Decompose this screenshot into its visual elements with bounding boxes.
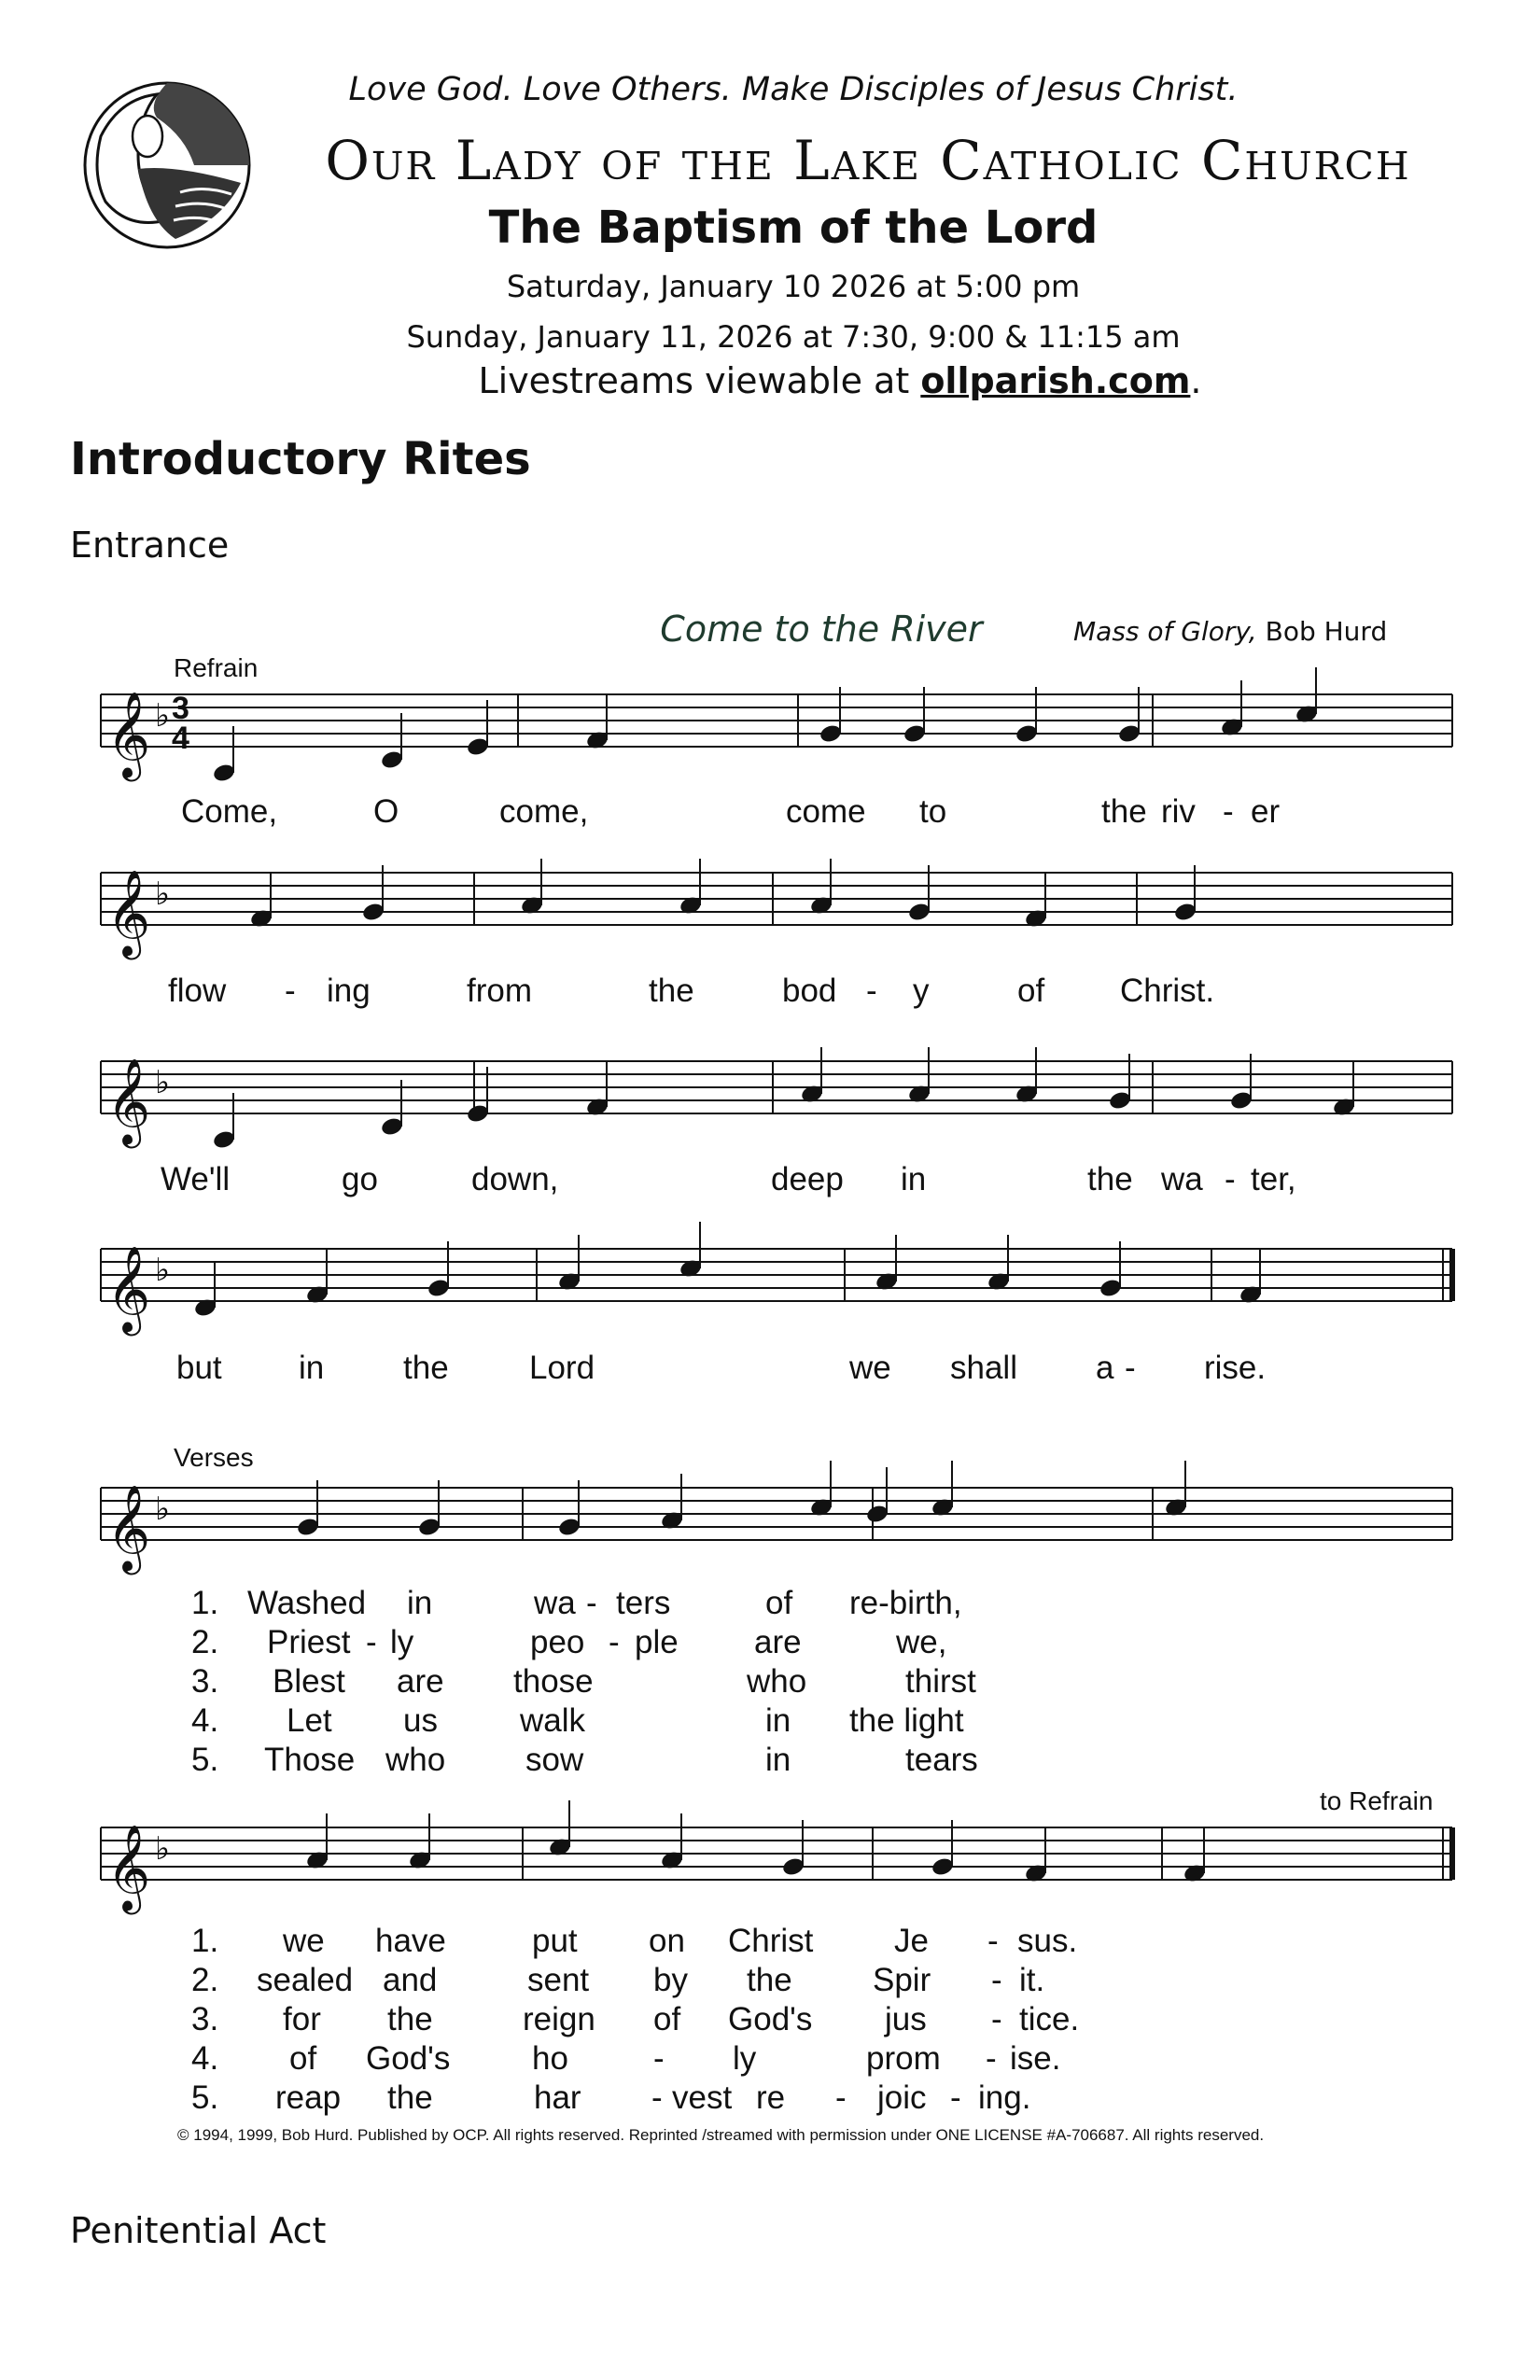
- lyric-syllable: in: [299, 1350, 325, 1386]
- lyric-syllable: in: [765, 1702, 791, 1739]
- time-signature: 4: [172, 721, 189, 756]
- lyric-syllable: 4.: [191, 1702, 219, 1739]
- lyric-syllable: 2.: [191, 1624, 219, 1660]
- schedule-saturday: Saturday, January 10 2026 at 5:00 pm: [506, 269, 1081, 304]
- lyric-syllable: joic: [877, 2079, 927, 2116]
- lyric-syllable: who: [385, 1742, 446, 1778]
- schedule-sunday: Sunday, January 11, 2026 at 7:30, 9:00 & 11:15 am: [406, 319, 1181, 355]
- copyright-notice: © 1994, 1999, Bob Hurd. Published by OCP. All rights reserved. Reprinted /streamed with permission under ONE LICENSE #A-706687. All rights reserved.: [177, 2126, 1265, 2144]
- lyric-syllable: -: [950, 2079, 961, 2116]
- lyric-syllable: 1.: [191, 1923, 219, 1959]
- lyric-syllable: -: [653, 2040, 665, 2077]
- lyric-syllable: in: [901, 1161, 927, 1197]
- lyric-syllable: come: [786, 793, 866, 830]
- section-title: Introductory Rites: [70, 433, 531, 485]
- lyric-syllable: O: [373, 793, 399, 830]
- lyric-syllable: the: [387, 2079, 433, 2116]
- lyric-syllable: 2.: [191, 1962, 219, 1998]
- lyric-syllable: -: [866, 973, 877, 1009]
- lyric-syllable: shall: [950, 1350, 1017, 1386]
- treble-clef: 𝄞: [106, 1059, 151, 1142]
- treble-clef: 𝄞: [106, 1247, 151, 1330]
- lyric-syllable: 5.: [191, 2079, 219, 2116]
- penitential-act-label: Penitential Act: [70, 2210, 327, 2251]
- refrain-label: Refrain: [174, 653, 259, 682]
- lyric-syllable: bod: [782, 973, 837, 1009]
- to-refrain-label: to Refrain: [1320, 1786, 1434, 1815]
- treble-clef: 𝄞: [106, 1826, 151, 1909]
- lyric-syllable: ter,: [1251, 1161, 1296, 1197]
- tagline: Love God. Love Others. Make Disciples of Jesus Christ.: [348, 71, 1239, 108]
- lyric-syllable: -: [651, 2079, 663, 2116]
- lyric-syllable: Those: [264, 1742, 356, 1778]
- lyric-syllable: a: [1096, 1350, 1114, 1386]
- credit-source: Mass of Glory,: [1073, 616, 1257, 647]
- lyric-syllable: reign: [523, 2001, 595, 2037]
- lyric-syllable: God's: [366, 2040, 451, 2077]
- lyric-syllable: thirst: [905, 1663, 976, 1700]
- lyric-syllable: Blest: [273, 1663, 345, 1700]
- lyric-syllable: God's: [728, 2001, 813, 2037]
- lyric-syllable: riv: [1161, 793, 1196, 830]
- lyric-syllable: are: [397, 1663, 444, 1700]
- credit-author: Bob Hurd: [1256, 616, 1388, 647]
- key-flat: ♭: [155, 1491, 171, 1527]
- lyric-syllable: put: [532, 1923, 578, 1959]
- lyric-syllable: those: [513, 1663, 594, 1700]
- lyric-syllable: Je: [894, 1923, 929, 1959]
- lyric-syllable: tears: [905, 1742, 978, 1778]
- lyric-syllable: come,: [499, 793, 589, 830]
- lyric-syllable: We'll: [161, 1161, 231, 1197]
- lyric-syllable: the: [747, 1962, 792, 1998]
- lyric-syllable: jus: [885, 2001, 927, 2037]
- lyric-syllable: re-birth,: [849, 1585, 962, 1621]
- lyric-syllable: -: [835, 2079, 847, 2116]
- lyric-syllable: ple: [635, 1624, 679, 1660]
- lyric-syllable: ing: [327, 973, 371, 1009]
- livestream-prefix: Livestreams viewable at: [478, 360, 921, 401]
- lyric-syllable: the: [403, 1350, 449, 1386]
- lyric-syllable: the light: [849, 1702, 964, 1739]
- lyric-syllable: deep: [771, 1161, 844, 1197]
- lyric-syllable: in: [407, 1585, 433, 1621]
- lyric-syllable: 5.: [191, 1742, 219, 1778]
- lyric-syllable: of: [765, 1585, 793, 1621]
- lyric-syllable: who: [747, 1663, 807, 1700]
- lyric-syllable: er: [1251, 793, 1281, 830]
- lyric-syllable: ing.: [978, 2079, 1031, 2116]
- lyric-syllable: ly: [733, 2040, 757, 2077]
- lyric-syllable: -: [1225, 1161, 1236, 1197]
- lyric-syllable: rise.: [1204, 1350, 1267, 1386]
- lyric-syllable: we,: [896, 1624, 947, 1660]
- lyric-syllable: by: [653, 1962, 688, 1998]
- lyric-syllable: sus.: [1017, 1923, 1078, 1959]
- livestream-suffix: .: [1190, 360, 1202, 401]
- lyric-syllable: us: [403, 1702, 438, 1739]
- treble-clef: 𝄞: [106, 693, 151, 776]
- lyric-syllable: -: [1223, 793, 1234, 830]
- key-flat: ♭: [155, 698, 171, 734]
- lyric-syllable: -: [991, 1962, 1002, 1998]
- lyric-syllable: the: [1087, 1161, 1133, 1197]
- entrance-label: Entrance: [70, 525, 230, 566]
- lyric-syllable: Priest: [267, 1624, 351, 1660]
- lyric-syllable: have: [375, 1923, 446, 1959]
- lyric-syllable: ters: [616, 1585, 671, 1621]
- verses-label: Verses: [174, 1443, 254, 1472]
- lyric-syllable: in: [765, 1742, 791, 1778]
- lyric-syllable: of: [1017, 973, 1045, 1009]
- lyric-syllable: of: [653, 2001, 681, 2037]
- lyric-syllable: 1.: [191, 1585, 219, 1621]
- lyric-syllable: for: [283, 2001, 321, 2037]
- lyric-syllable: ly: [390, 1624, 414, 1660]
- time-signature: 3: [172, 691, 189, 726]
- livestream-link[interactable]: ollparish.com: [920, 360, 1191, 401]
- lyric-syllable: wa: [1161, 1161, 1203, 1197]
- key-flat: ♭: [155, 1065, 171, 1100]
- treble-clef: 𝄞: [106, 871, 151, 954]
- key-flat: ♭: [155, 876, 171, 912]
- lyric-syllable: wa: [534, 1585, 576, 1621]
- lyric-syllable: ho: [532, 2040, 568, 2077]
- lyric-syllable: the: [387, 2001, 433, 2037]
- lyric-syllable: -: [366, 1624, 377, 1660]
- lyric-syllable: 3.: [191, 2001, 219, 2037]
- lyric-syllable: are: [754, 1624, 802, 1660]
- lyric-syllable: sealed: [257, 1962, 354, 1998]
- lyric-syllable: vest: [672, 2079, 733, 2116]
- lyric-syllable: tice.: [1019, 2001, 1080, 2037]
- song-title: Come to the River: [660, 609, 983, 650]
- lyric-syllable: sent: [527, 1962, 590, 1998]
- lyric-syllable: Lord: [529, 1350, 595, 1386]
- lyric-syllable: y: [913, 973, 930, 1009]
- lyric-syllable: peo: [530, 1624, 585, 1660]
- lyric-syllable: Christ.: [1120, 973, 1215, 1009]
- lyric-syllable: the: [1101, 793, 1147, 830]
- lyric-syllable: re: [756, 2079, 786, 2116]
- lyric-syllable: we: [849, 1350, 891, 1386]
- lyric-syllable: -: [991, 2001, 1002, 2037]
- lyric-syllable: it.: [1019, 1962, 1045, 1998]
- lyric-syllable: Washed: [247, 1585, 367, 1621]
- feast-title: The Baptism of the Lord: [488, 202, 1099, 254]
- lyric-syllable: but: [176, 1350, 222, 1386]
- lyric-syllable: -: [986, 2040, 997, 2077]
- lyric-syllable: we: [283, 1923, 325, 1959]
- lyric-syllable: of: [289, 2040, 317, 2077]
- lyric-syllable: and: [383, 1962, 438, 1998]
- treble-clef: 𝄞: [106, 1486, 151, 1569]
- lyric-syllable: -: [987, 1923, 999, 1959]
- lyric-syllable: -: [285, 973, 296, 1009]
- lyric-syllable: reap: [275, 2079, 342, 2116]
- lyric-syllable: -: [609, 1624, 620, 1660]
- lyric-syllable: 4.: [191, 2040, 219, 2077]
- lyric-syllable: down,: [471, 1161, 559, 1197]
- lyric-syllable: ise.: [1010, 2040, 1061, 2077]
- lyric-syllable: from: [467, 973, 532, 1009]
- lyric-syllable: flow: [168, 973, 227, 1009]
- key-flat: ♭: [155, 1831, 171, 1867]
- lyric-syllable: to: [919, 793, 947, 830]
- lyric-syllable: prom: [866, 2040, 941, 2077]
- lyric-syllable: Spir: [873, 1962, 931, 1998]
- lyric-syllable: Let: [287, 1702, 332, 1739]
- lyric-syllable: 3.: [191, 1663, 219, 1700]
- key-flat: ♭: [155, 1253, 171, 1288]
- church-name: Our Lady of the Lake Catholic Church: [325, 129, 1411, 192]
- lyric-syllable: walk: [520, 1702, 586, 1739]
- lyric-syllable: go: [342, 1161, 378, 1197]
- lyric-syllable: har: [534, 2079, 581, 2116]
- lyric-syllable: sow: [525, 1742, 584, 1778]
- lyric-syllable: Christ: [728, 1923, 814, 1959]
- lyric-syllable: the: [649, 973, 694, 1009]
- lyric-syllable: -: [586, 1585, 597, 1621]
- lyric-syllable: on: [649, 1923, 685, 1959]
- lyric-syllable: Come,: [181, 793, 278, 830]
- lyric-syllable: -: [1125, 1350, 1136, 1386]
